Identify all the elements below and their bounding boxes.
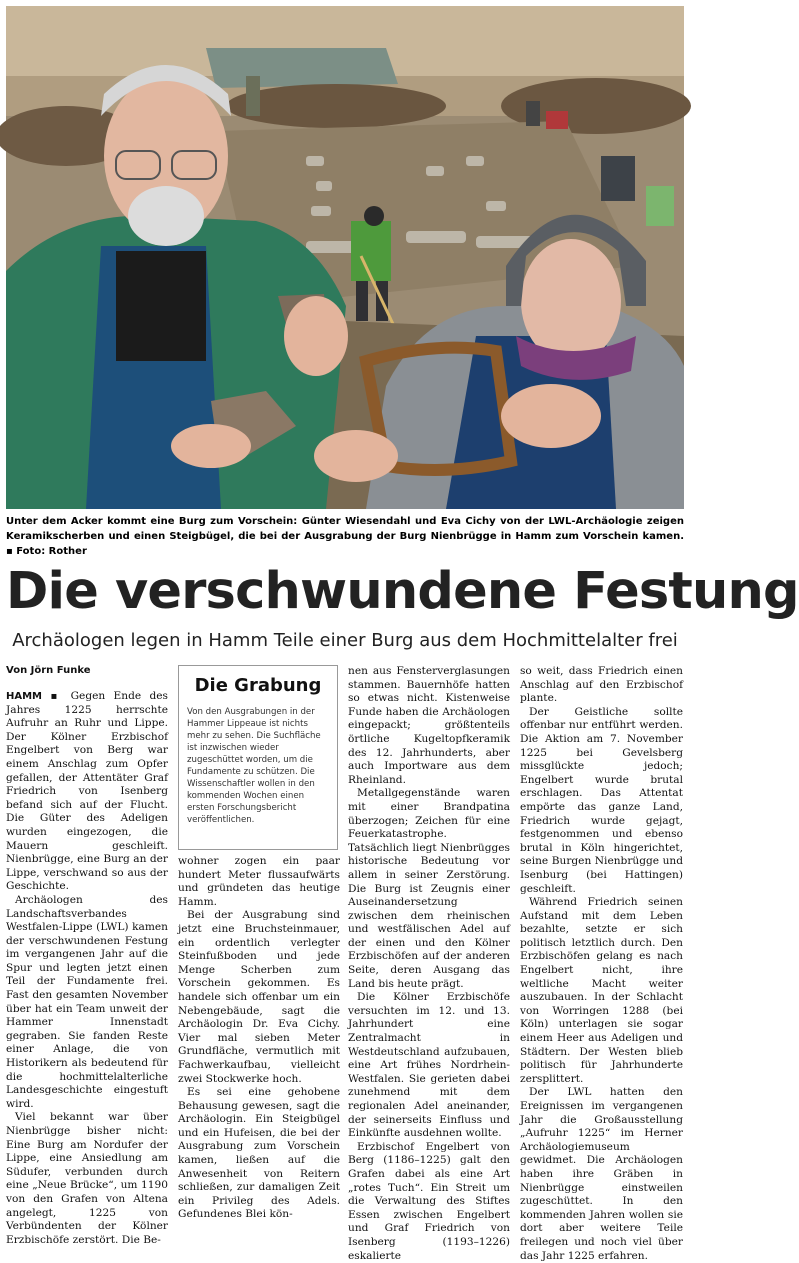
paragraph (6, 690, 168, 894)
paragraph: Viel bekannt war über Nienbrügge bisher nicht: Eine Burg am Nordufer der Lippe, eine Ansiedlung am Südufer, verbunden durch eine „Neue Brücke“, um 1190 von den Grafen von Altena angelegt, 1225 von Verbündenten der Kölner Erzbischöfe zerstört. Die Be- (6, 1111, 168, 1246)
paragraph: Metallgegenstände waren mit einer Brandpatina überzogen; Zeichen für eine Feuerkatastrophe. Tatsächlich liegt Nienbrügges historische Bedeutung vor allem in seiner Zerstörung. Die Burg ist Zeugnis einer Auseinandersetzung zwischen dem rheinischen und westfälischen Adel auf der einen und den Kölner Erzbischöfen auf der anderen Seite, deren Ausgang das Land bis heute prägt. (348, 787, 510, 990)
dateline: HAMM ▪ (6, 691, 63, 702)
paragraph: so weit, dass Friedrich einen Anschlag auf den Erzbischof plante. (520, 665, 683, 705)
paragraph: Es sei eine gehobene Behausung gewesen, sagt die Archäologin. Ein Steigbügel und ein Hufeisen, die bei der Ausgrabung zum Vorschein kamen, ließen auf die Anwesenheit von Reitern schließen, zur damaligen Zeit ein Privileg des Adels. Gefundenes Blei kön- (178, 1086, 340, 1221)
paragraph: Während Friedrich seinen Aufstand mit dem Leben bezahlte, setzte er sich politisch letztlich durch. Den Erzbischöfen gelang es nach Engelbert nicht, ihre weltliche Macht weiter auszubauen. In der Schlacht von Worringen 1288 (bei Köln) unterlagen sie sogar einem Heer aus Adeligen und Städtern. Der Westen blieb politisch für Jahrhunderte zersplittert. (520, 896, 683, 1085)
paragraph: Der LWL hatten den Ereignissen im vergangenen Jahr die Großausstellung „Aufruhr 1225“ im Herner Archäologiemuseum gewidmet. Die Archäologen haben ihre Gräben in Nienbrügge einstweilen zugeschüttet. In den kommenden Jahren wollen sie dort aber weitere Teile freilegen und noch viel über das Jahr 1225 erfahren. (520, 1086, 683, 1262)
excavation-photo (6, 6, 684, 509)
info-box-title: Die Grabung (194, 675, 322, 696)
article-column-3 (348, 665, 510, 1263)
paragraph: nen aus Fensterverglasungen stammen. Bauernhöfe hatten so etwas nicht. Kistenweise Funde haben die Archäologen eingepackt; größtenteils örtliche Kugeltopfkeramik des 12. Jahrhunderts, aber auch Importware aus dem Rheinland. (348, 665, 510, 786)
paragraph: Erzbischof Engelbert von Berg (1186–1225) galt den Grafen dabei als eine Art „rotes Tuch“. Ein Streit um die Verwaltung des Stiftes Essen zwischen Engelbert und Graf Friedrich von Isenberg (1193–1226) eskalierte (348, 1140, 510, 1262)
paragraph: Bei der Ausgrabung sind jetzt eine Bruchsteinmauer, ein ordentlich verlegter Steinfußboden und jede Menge Scherben zum Vorschein gekommen. Es handele sich offenbar um ein Nebengebäude, sagt die Archäologin Dr. Eva Cichy. Vier mal sieben Meter Grundfläche, vermutlich mit Fachwerkaufbau, vielleicht zwei Stockwerke hoch. (178, 909, 340, 1085)
subheadline: Archäologen legen in Hamm Teile einer Burg aus dem Hochmittelalter frei (12, 630, 678, 651)
article-column-4 (520, 665, 683, 1263)
paragraph: Archäologen des Landschaftsverbandes Westfalen-Lippe (LWL) kamen der verschwundenen Festung im vergangenen Jahr auf die Spur und legten jetzt einen Teil der Fundamente frei. Fast den gesamten November über hat ein Team unweit der Hammer Innenstadt gegraben. Sie fanden Reste einer Anlage, die von Historikern als bedeutend für die hochmittelalterliche Landesgeschichte eingestuft wird. (6, 893, 168, 1110)
headline: Die verschwundene Festung (6, 562, 799, 621)
paragraph: Der Geistliche sollte offenbar nur entführt werden. Die Aktion am 7. November 1225 bei Gevelsberg missglückte jedoch; Engelbert wurde brutal erschlagen. Das Attentat empörte das ganze Land, Friedrich wurde gejagt, festgenommen und ebenso brutal in Köln hingerichtet, seine Burgen Nienbrügge und Isenburg (bei Hattingen) geschleift. (520, 705, 683, 895)
paragraph: wohner zogen ein paar hundert Meter flussaufwärts und gründeten das heutige Hamm. (178, 855, 340, 908)
article-column-1 (6, 690, 168, 1247)
paragraph-text: Gegen Ende des Jahres 1225 herrschte Aufruhr an Ruhr und Lippe. Der Kölner Erzbischof Engelbert von Berg war einem Anschlag zum Opfer gefallen, der Attentäter Graf Friedrich von Isenberg befand sich auf der Flucht. Die Güter des Adeligen wurden eingezogen, die Mauern geschleift. Nienbrügge, eine Burg an der Lippe, verschwand so aus der Geschichte. (6, 690, 168, 893)
byline: Von Jörn Funke (6, 665, 91, 676)
info-box (178, 665, 338, 850)
paragraph: Die Kölner Erzbischöfe versuchten im 12. und 13. Jahrhundert eine Zentralmacht in Westdeutschland aufzubauen, eine Art frühes Nordrhein-Westfalen. Sie gerieten dabei zunehmend mit dem regionalen Adel aneinander, der seinerseits Einfluss und Einkünfte ausdehnen wollte. (348, 991, 510, 1140)
photo-caption: Unter dem Acker kommt eine Burg zum Vorschein: Günter Wiesendahl und Eva Cichy von der LWL-Archäologie zeigen Keramikscherben und einen Steigbügel, die bei der Ausgrabung der Burg Nienbrügge in Hamm zum Vorschein kamen. ▪ Foto: Rother (6, 516, 684, 557)
info-box-text: Von den Ausgrabungen in der Hammer Lippeaue ist nichts mehr zu sehen. Die Suchfläche ist inzwischen wieder zugeschüttet worden, um die Fundamente zu schützen. Die Wissenschaftler wollen in den kommenden Wochen einen ersten Forschungsbericht veröffentlichen. (187, 707, 321, 825)
article-column-2 (178, 855, 340, 1222)
